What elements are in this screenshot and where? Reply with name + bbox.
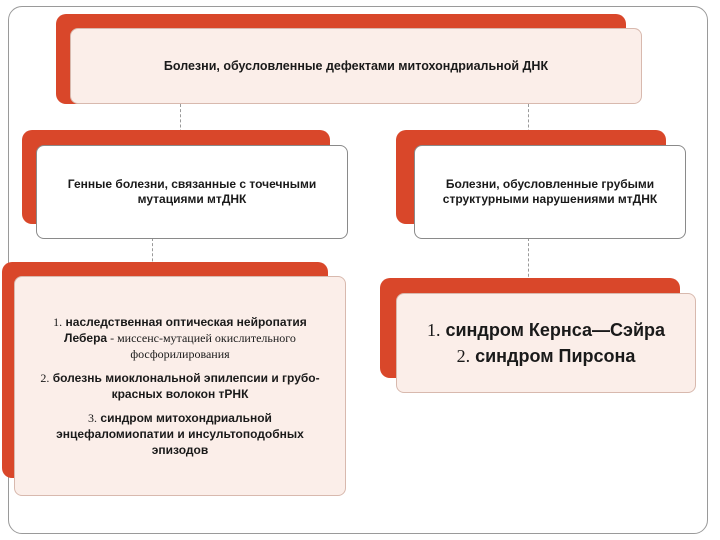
left-item2-line2: красных волокон тРНК xyxy=(111,387,249,401)
left-item3-line1: 3. синдром митохондриальной xyxy=(88,411,272,425)
right-header-box xyxy=(414,145,686,239)
left-item1-line1: 1. наследственная оптическая нейропатия xyxy=(53,315,307,329)
left-list-box xyxy=(14,276,346,496)
top-box xyxy=(70,28,642,104)
left-item1-line2: Лебера - миссенс-мутацией окислительного xyxy=(64,331,296,345)
top-box-title: Болезни, обусловленные дефектами митохондриальной ДНК xyxy=(163,58,549,73)
right-item1: 1. синдром Кернса—Сэйра xyxy=(426,320,666,340)
left-header-box xyxy=(36,145,348,239)
left-item3-line3: эпизодов xyxy=(151,443,209,457)
left-item2-line1: 2. болезнь миоклональной эпилепсии и грубо- xyxy=(40,371,320,385)
left-item1-line3: фосфорилирования xyxy=(130,347,230,361)
left-header-line2: мутациями мтДНК xyxy=(137,192,247,206)
right-list-box xyxy=(396,293,696,393)
left-header-line1: Генные болезни, связанные с точечными xyxy=(67,177,317,191)
right-header-line2: структурными нарушениями мтДНК xyxy=(442,192,658,206)
right-item2: 2. синдром Пирсона xyxy=(456,346,636,366)
right-header-line1: Болезни, обусловленные грубыми xyxy=(445,177,655,191)
left-item3-line2: энцефаломиопатии и инсультоподобных xyxy=(56,427,304,441)
